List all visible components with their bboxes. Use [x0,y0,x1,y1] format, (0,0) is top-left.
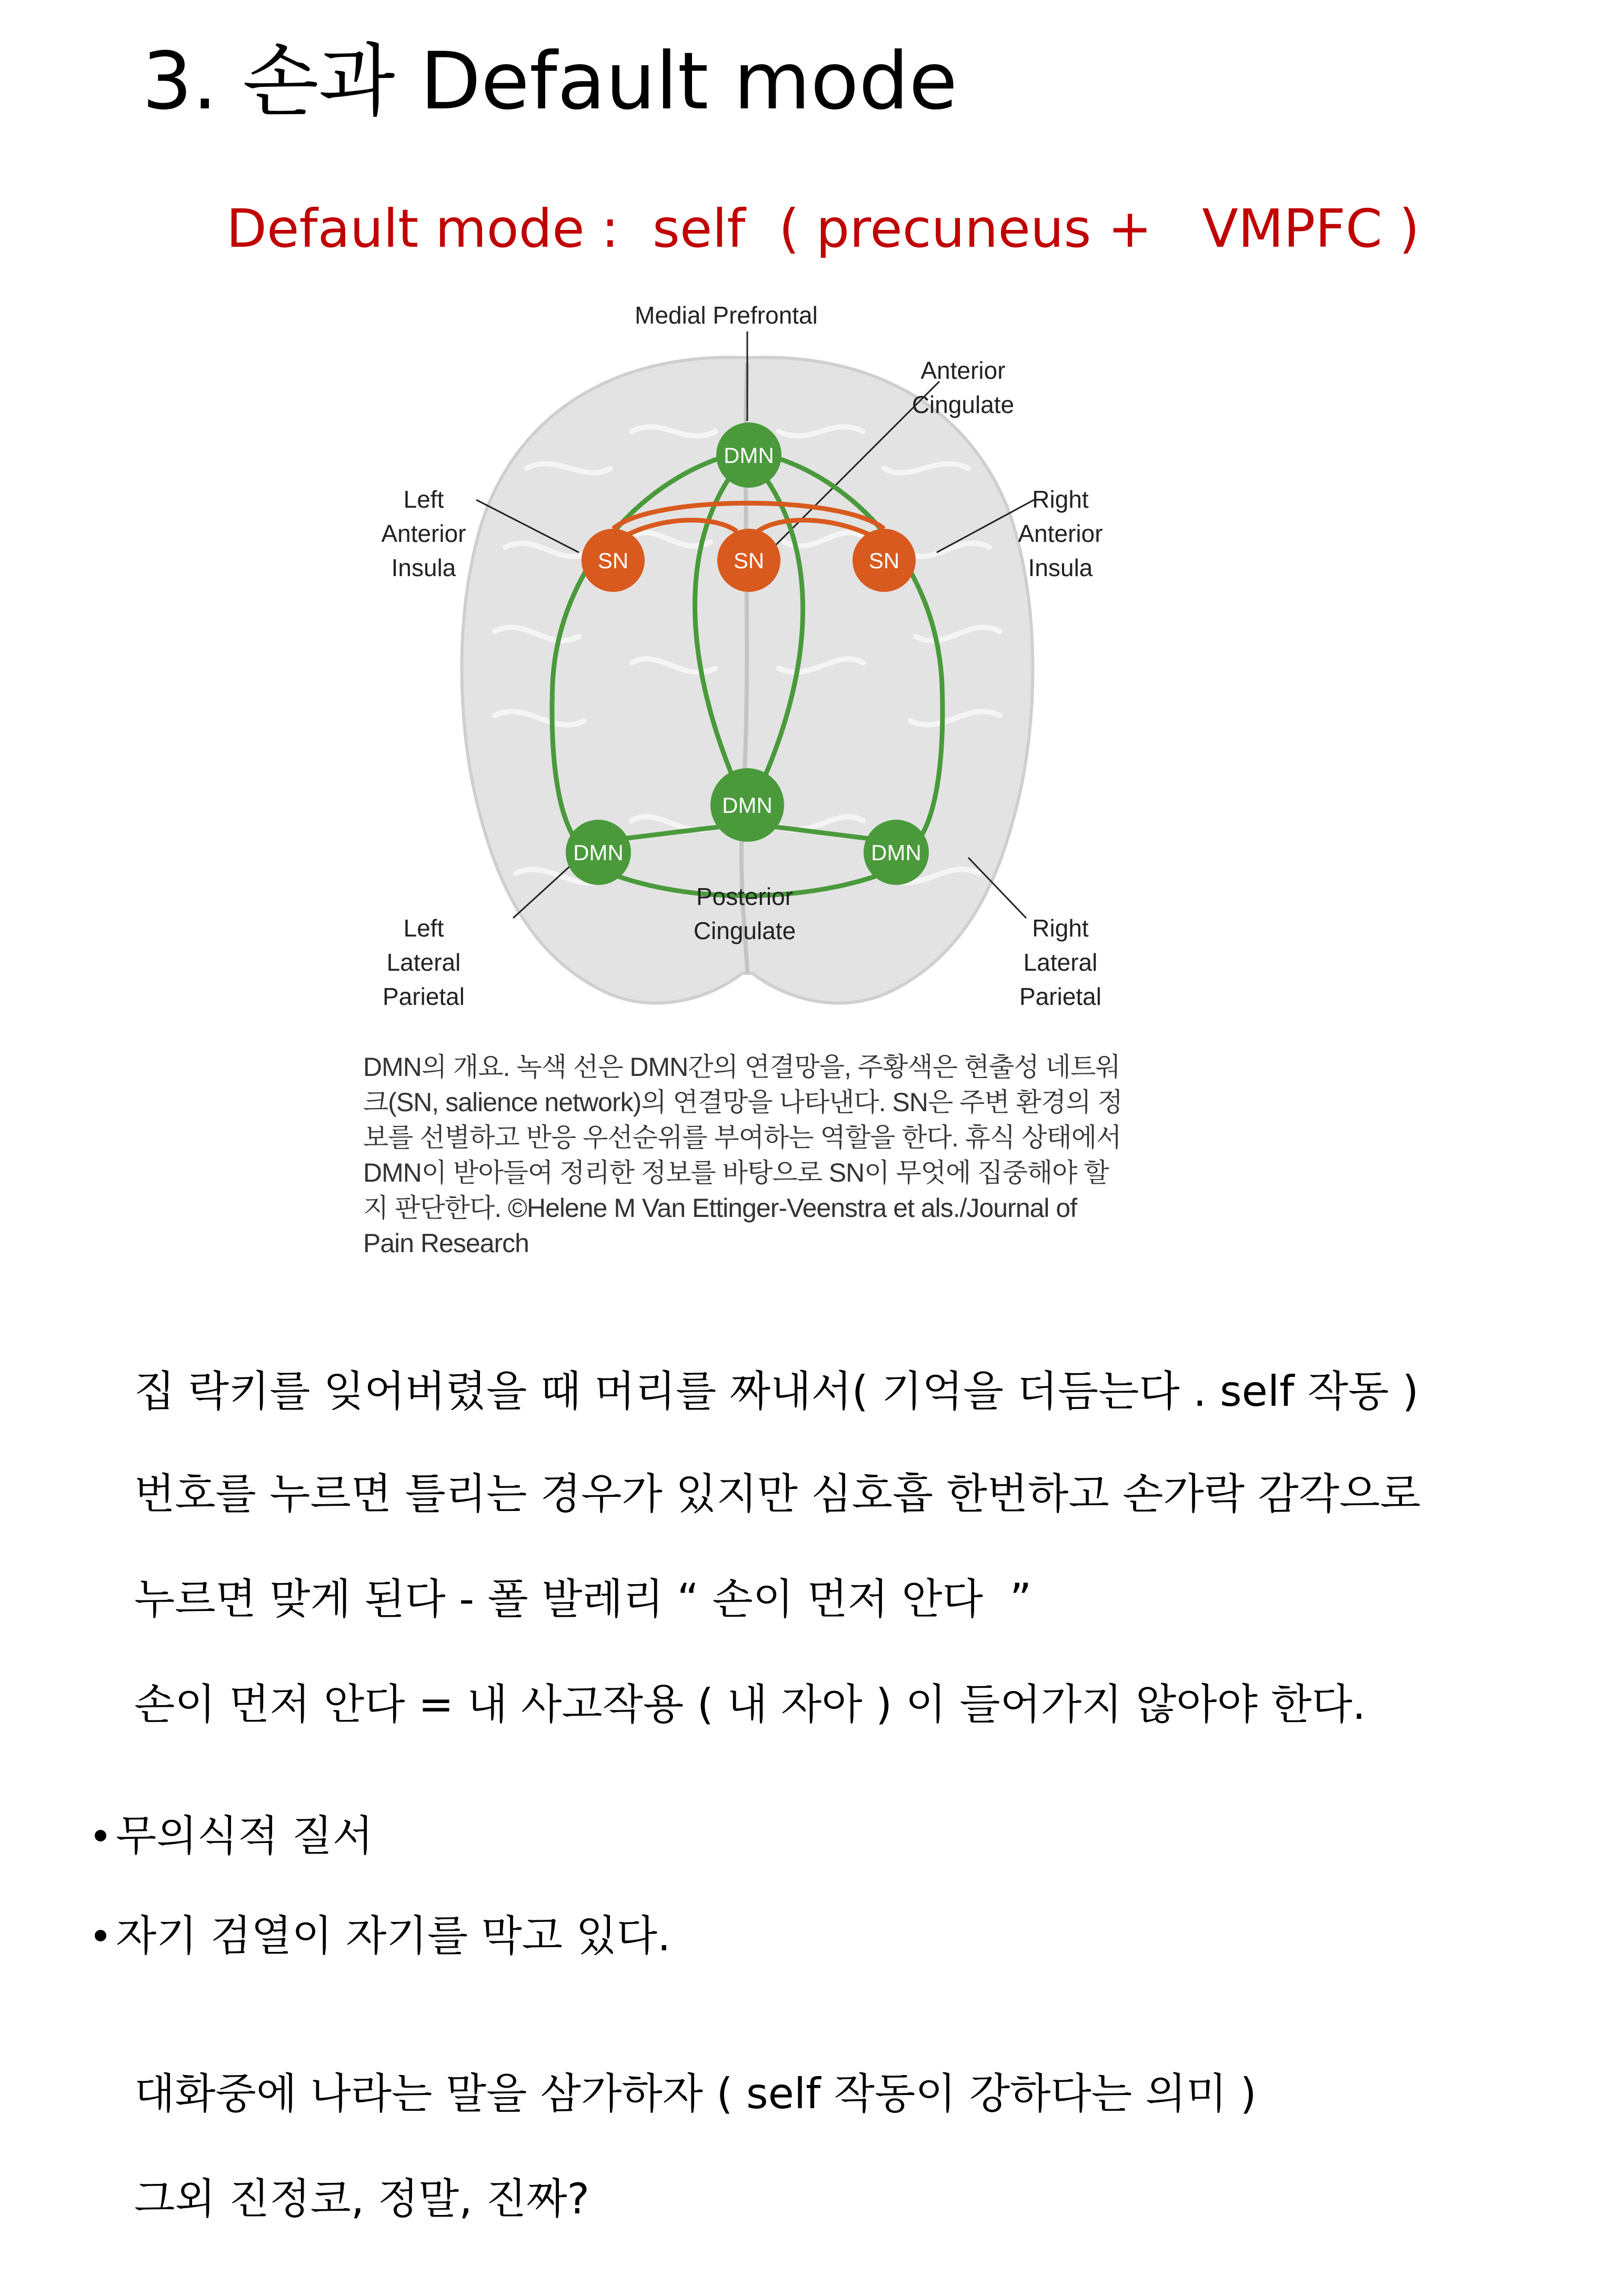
caption-line: 지 판단한다. ©Helene M Van Ettinger-Veenstra et als./Journal of [363,1193,1077,1223]
figure-caption [363,1050,1131,1261]
svg-text:DMN: DMN [871,840,921,865]
bullet-text: 자기 검열이 자기를 막고 있다. [116,1911,671,1960]
subtitle: Default mode : self ( precuneus + VMPFC ) [226,198,1420,259]
sn-node-left [582,529,645,592]
label-anterior-cingulate-2: Cingulate [911,391,1015,418]
caption-line: 보를 선별하고 반응 우선순위를 부여하는 역할을 한다. 휴식 상태에서 [363,1123,1121,1152]
label-left-lateral-parietal-1: Left [403,914,444,942]
label-right-lateral-parietal-3: Parietal [1019,983,1101,1010]
label-posterior-cingulate-1: Posterior [696,883,794,910]
dmn-node-left-parietal [566,820,631,885]
label-right-lateral-parietal-1: Right [1032,914,1089,942]
svg-text:DMN: DMN [722,793,773,818]
bullet-item-1 [95,1811,374,1860]
label-left-anterior-insula-3: Insula [391,554,456,581]
label-left-lateral-parietal-2: Lateral [386,949,461,976]
label-right-lateral-parietal-2: Lateral [1023,949,1098,976]
svg-text:DMN: DMN [724,443,774,468]
svg-text:SN: SN [733,548,765,573]
svg-text:DMN: DMN [573,840,624,865]
label-left-anterior-insula-2: Anterior [381,520,466,547]
bullet-dot-icon [95,1930,106,1941]
label-left-anterior-insula-1: Left [403,486,444,513]
dmn-figure [337,295,1158,1063]
closing-line-2: 그외 진정코, 정말, 진짜? [134,2174,590,2223]
dmn-node-right-parietal [864,820,929,885]
svg-text:SN: SN [597,548,629,573]
paragraph-1: 집 락키를 잊어버렸을 때 머리를 짜내서( 기억을 더듬는다 . self 작동 ) [134,1367,1419,1416]
sn-node-right [853,529,916,592]
bullet-item-2 [95,1911,671,1960]
paragraph-3: 누르면 맞게 된다 - 폴 발레리 “ 손이 먼저 안다 ” [134,1575,1032,1624]
paragraph-2: 번호를 누르면 틀리는 경우가 있지만 심호흡 한번하고 손가락 감각으로 [134,1469,1421,1518]
bullet-dot-icon [95,1830,106,1841]
label-posterior-cingulate-2: Cingulate [693,917,796,944]
label-right-anterior-insula-2: Anterior [1018,520,1103,547]
caption-line: DMN이 받아들여 정리한 정보를 바탕으로 SN이 무엇에 집중해야 할 [363,1158,1109,1187]
page-title: 3. 손과 Default mode [142,36,958,127]
label-anterior-cingulate-1: Anterior [920,357,1006,384]
svg-text:SN: SN [868,548,900,573]
label-medial-prefrontal: Medial Prefrontal [635,301,818,329]
label-left-lateral-parietal-3: Parietal [383,983,465,1010]
sn-node-center [717,529,780,592]
dmn-node-posterior-cingulate [710,768,784,842]
paragraph-4: 손이 먼저 안다 = 내 사고작용 ( 내 자아 ) 이 들어가지 않아야 한다. [134,1680,1366,1729]
caption-line: 크(SN, salience network)의 연결망을 나타낸다. SN은 주변 환경의 정 [363,1087,1122,1117]
caption-line: DMN의 개요. 녹색 선은 DMN간의 연결망을, 주황색은 현출성 네트워 [363,1052,1120,1082]
dmn-node-medial-prefrontal [716,422,781,488]
label-right-anterior-insula-3: Insula [1028,554,1093,581]
caption-line: Pain Research [363,1228,529,1258]
bullet-text: 무의식적 질서 [116,1811,374,1860]
closing-line-1: 대화중에 나라는 말을 삼가하자 ( self 작동이 강하다는 의미 ) [134,2069,1257,2118]
brain-diagram [337,295,1158,1063]
label-right-anterior-insula-1: Right [1032,486,1089,513]
